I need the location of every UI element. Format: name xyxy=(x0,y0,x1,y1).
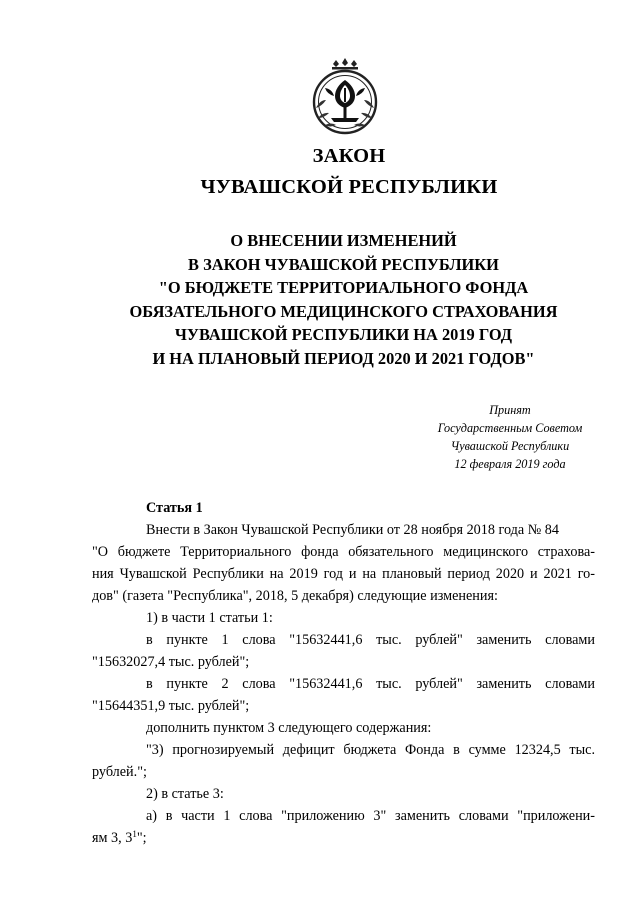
article-line: "3) прогнозируемый дефицит бюджета Фонда в сумме 12324,5 тыс. xyxy=(146,742,595,758)
adoption-line: 12 февраля 2019 года xyxy=(454,457,566,471)
superscript-number: 1 xyxy=(132,829,137,839)
law-title: ЗАКОН xyxy=(312,145,386,167)
article-line: "15644351,9 тыс. рублей"; xyxy=(92,698,250,714)
article-body xyxy=(92,497,595,849)
article-last-line xyxy=(92,827,595,849)
article-line: дов" (газета "Республика", 2018, 5 декабря) следующие изменения: xyxy=(92,588,498,604)
article-line: 1) в части 1 статьи 1: xyxy=(146,610,273,626)
last-line-text: ям 3, 3 xyxy=(92,830,133,846)
subtitle-line: ОБЯЗАТЕЛЬНОГО МЕДИЦИНСКОГО СТРАХОВАНИЯ xyxy=(129,301,558,321)
article-line: дополнить пунктом 3 следующего содержания: xyxy=(146,720,432,736)
article-line: "О бюджете Территориального фонда обязательного медицинского страхова- xyxy=(92,544,595,560)
article-line: рублей."; xyxy=(92,764,147,780)
article-line: а) в части 1 слова "приложению 3" заменить словами "приложени- xyxy=(146,808,595,824)
adoption-line: Чувашской Республики xyxy=(450,439,570,453)
adoption-note xyxy=(420,401,600,473)
article-heading: Статья 1 xyxy=(146,500,203,516)
article-line: 2) в статье 3: xyxy=(146,786,224,802)
republic-title: ЧУВАШСКОЙ РЕСПУБЛИКИ xyxy=(200,176,498,198)
subtitle-line: "О БЮДЖЕТЕ ТЕРРИТОРИАЛЬНОГО ФОНДА xyxy=(158,278,529,298)
subtitle-line: О ВНЕСЕНИИ ИЗМЕНЕНИЙ xyxy=(230,231,457,250)
adoption-line: Принят xyxy=(489,403,531,417)
law-subtitle xyxy=(92,229,595,371)
article-line: Внести в Закон Чувашской Республики от 28 ноября 2018 года № 84 xyxy=(146,522,559,538)
subtitle-line: ЧУВАШСКОЙ РЕСПУБЛИКИ НА 2019 ГОД xyxy=(174,325,513,345)
last-line-end: "; xyxy=(136,830,147,846)
article-line: в пункте 2 слова "15632441,6 тыс. рублей" заменить словами xyxy=(146,676,595,692)
article-line: в пункте 1 слова "15632441,6 тыс. рублей" заменить словами xyxy=(146,632,595,648)
subtitle-line: И НА ПЛАНОВЫЙ ПЕРИОД 2020 И 2021 ГОДОВ" xyxy=(152,348,535,368)
article-line: "15632027,4 тыс. рублей"; xyxy=(92,654,250,670)
coat-of-arms-emblem xyxy=(307,58,383,138)
article-line: ния Чувашской Республики на 2019 год и на плановый период 2020 и 2021 го- xyxy=(92,566,595,582)
subtitle-line: В ЗАКОН ЧУВАШСКОЙ РЕСПУБЛИКИ xyxy=(188,254,499,274)
adoption-line: Государственным Советом xyxy=(437,421,583,435)
